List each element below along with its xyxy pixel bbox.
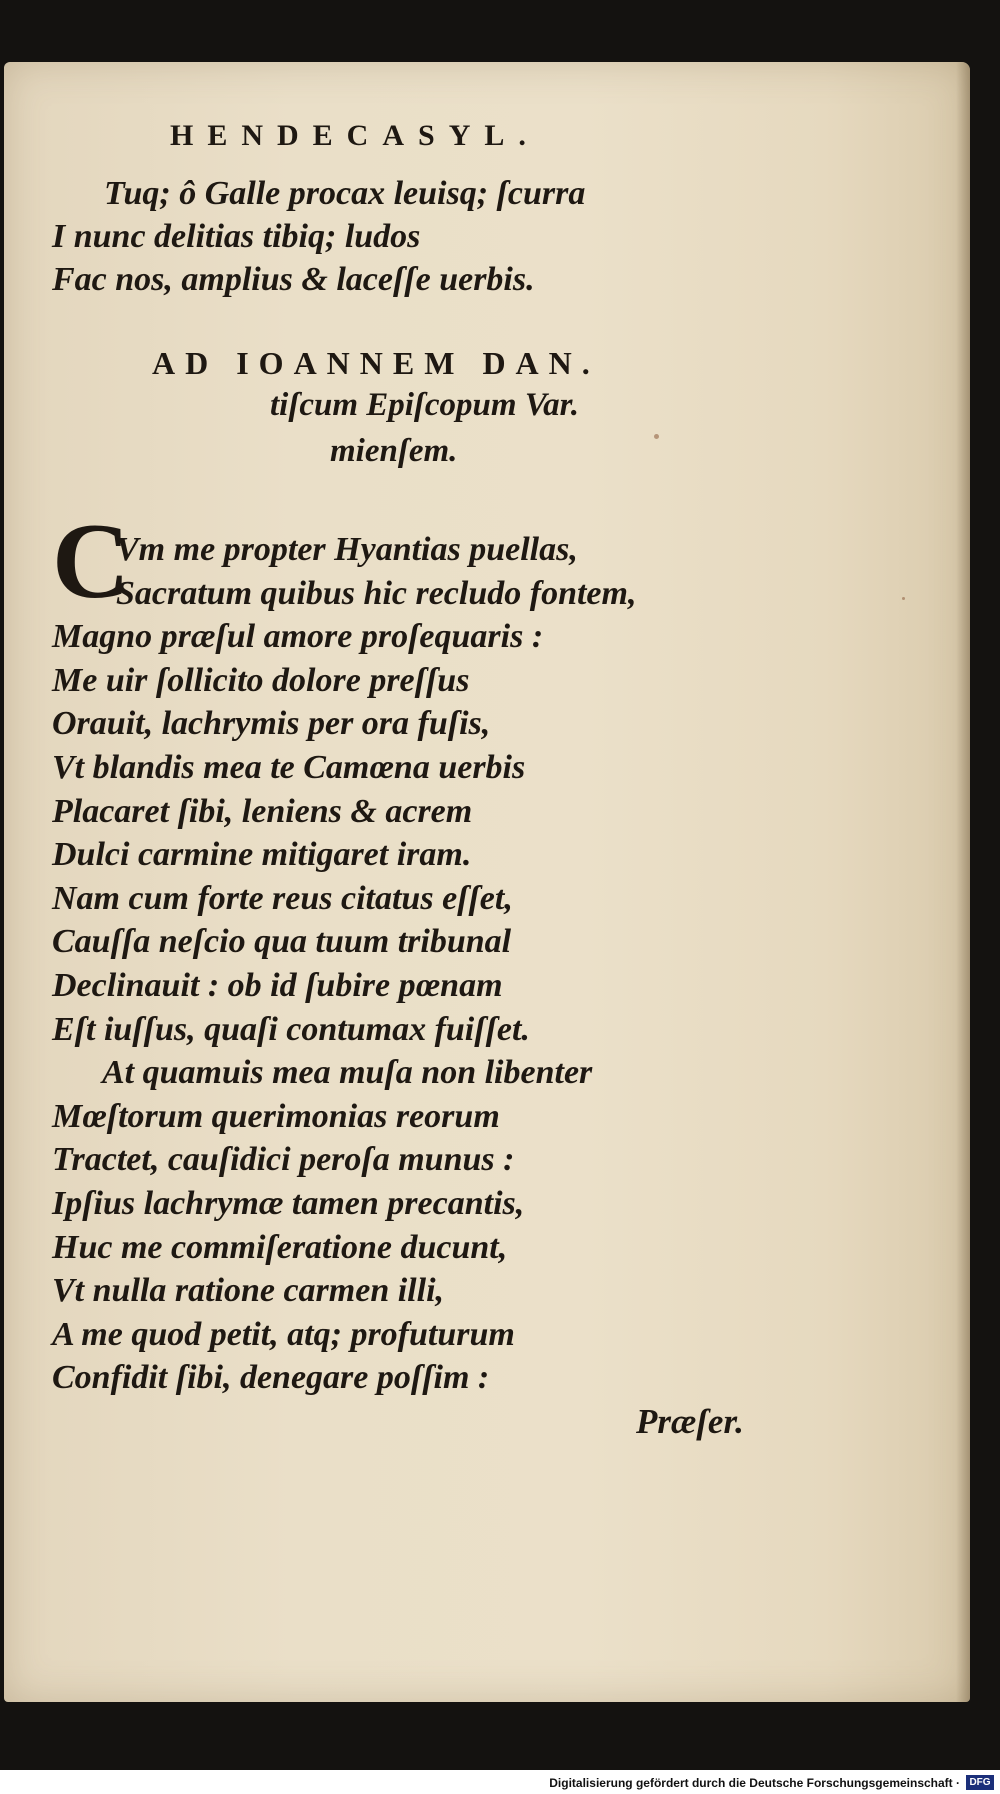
poem-line: Cauſſa neſcio qua tuum tribunal bbox=[52, 923, 512, 961]
ink-spot bbox=[902, 597, 905, 600]
verse-line: I nunc delitias tibiq; ludos bbox=[52, 218, 421, 255]
poem-line: Tractet, cauſidici peroſa munus : bbox=[52, 1141, 515, 1179]
poem-line: Me uir ſollicito dolore preſſus bbox=[52, 661, 470, 699]
poem-line: Ipſius lachrymæ tamen precantis, bbox=[52, 1184, 525, 1222]
poem-line: Eſt iuſſus, quaſi contumax fuiſſet. bbox=[52, 1010, 530, 1048]
page-edge-shadow bbox=[956, 62, 970, 1702]
heading-line: tiſcum Epiſcopum Var. bbox=[270, 387, 579, 423]
poem-heading bbox=[150, 345, 690, 474]
poem-line: Huc me commiſeratione ducunt, bbox=[52, 1228, 508, 1266]
poem-line: Magno præſul amore proſequaris : bbox=[52, 618, 544, 656]
drop-cap-initial: C bbox=[52, 502, 130, 621]
footer-bar bbox=[0, 1770, 1000, 1794]
verse-line: Fac nos, amplius & laceſſe uerbis. bbox=[52, 261, 535, 298]
heading-line: AD IOANNEM DAN. bbox=[152, 345, 600, 381]
top-verses bbox=[52, 172, 585, 301]
catchword: Præſer. bbox=[636, 1402, 744, 1441]
funding-credit: Digitalisierung gefördert durch die Deutsche Forschungsgemeinschaft · bbox=[549, 1776, 960, 1790]
poem-line: Dulci carmine mitigaret iram. bbox=[52, 836, 472, 874]
running-head: HENDECASYL. bbox=[170, 119, 540, 152]
heading-line: mienſem. bbox=[330, 433, 458, 469]
poem-line: Placaret ſibi, leniens & acrem bbox=[52, 792, 473, 830]
poem-line: Vt nulla ratione carmen illi, bbox=[52, 1272, 445, 1310]
poem-line: Confidit ſibi, denegare poſſim : bbox=[52, 1359, 490, 1397]
poem-line: Orauit, lachrymis per ora fuſis, bbox=[52, 705, 491, 743]
poem-body bbox=[52, 528, 636, 1400]
poem-line: A me quod petit, atq; profuturum bbox=[52, 1315, 515, 1353]
poem-line: At quamuis mea muſa non libenter bbox=[102, 1054, 593, 1092]
poem-line: Sacratum quibus hic recludo fontem, bbox=[116, 574, 637, 612]
verse-line: Tuq; ô Galle procax leuisq; ſcurra bbox=[104, 175, 586, 212]
poem-line: Vt blandis mea te Camœna uerbis bbox=[52, 748, 526, 786]
poem-line: Nam cum forte reus citatus eſſet, bbox=[52, 879, 513, 917]
poem-line: Mœſtorum querimonias reorum bbox=[52, 1097, 500, 1135]
dfg-logo: DFG bbox=[966, 1775, 994, 1790]
poem-line: Vm me propter Hyantias puellas, bbox=[116, 531, 578, 568]
poem-line: Declinauit : ob id ſubire pœnam bbox=[52, 966, 503, 1004]
